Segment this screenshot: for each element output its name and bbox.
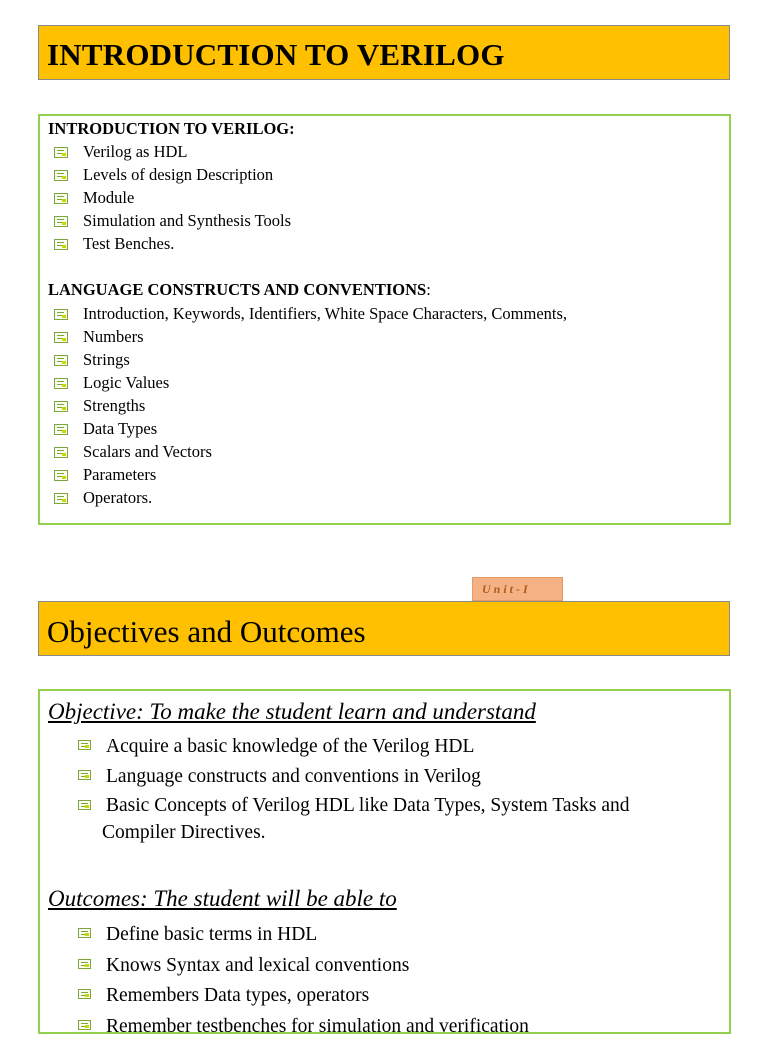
outcomes-heading: Outcomes: The student will be able to — [48, 886, 397, 912]
slide-bullet-icon — [54, 447, 68, 458]
list-item: Logic Values — [54, 371, 567, 394]
list-item: Remember testbenches for simulation and verification — [78, 1012, 529, 1042]
section1-list — [54, 140, 291, 255]
list-item: Basic Concepts of Verilog HDL like Data Types, System Tasks and Compiler Directives. — [78, 792, 706, 846]
list-item: Operators. — [54, 486, 567, 509]
list-item: Numbers — [54, 325, 567, 348]
slide-bullet-icon — [78, 800, 91, 810]
objective-list — [78, 732, 706, 846]
list-item: Test Benches. — [54, 232, 291, 255]
slide-bullet-icon — [78, 989, 91, 999]
list-item: Strings — [54, 348, 567, 371]
list-item: Parameters — [54, 463, 567, 486]
list-item: Data Types — [54, 417, 567, 440]
slide-bullet-icon — [78, 959, 91, 969]
slide-bullet-icon — [54, 239, 68, 250]
slide-bullet-icon — [54, 332, 68, 343]
slide2-title-bar — [38, 601, 730, 656]
slide-bullet-icon — [54, 147, 68, 158]
unit-tag: Unit-I — [472, 577, 563, 601]
slide-bullet-icon — [54, 424, 68, 435]
slide-bullet-icon — [54, 216, 68, 227]
section2-heading: LANGUAGE CONSTRUCTS AND CONVENTIONS: — [48, 280, 431, 300]
slide2-content-box — [38, 689, 731, 1034]
slide2-title: Objectives and Outcomes — [47, 614, 366, 650]
list-item: Define basic terms in HDL — [78, 920, 529, 951]
list-item: Module — [54, 186, 291, 209]
slide-bullet-icon — [78, 1020, 91, 1030]
list-item: Scalars and Vectors — [54, 440, 567, 463]
slide-bullet-icon — [54, 355, 68, 366]
list-item: Strengths — [54, 394, 567, 417]
list-item: Remembers Data types, operators — [78, 981, 529, 1012]
slide-bullet-icon — [78, 928, 91, 938]
slide1-title: INTRODUCTION TO VERILOG — [47, 37, 505, 73]
slide-bullet-icon — [54, 493, 68, 504]
slide-bullet-icon — [54, 470, 68, 481]
list-item: Acquire a basic knowledge of the Verilog HDL — [78, 732, 706, 762]
section1-heading: INTRODUCTION TO VERILOG: — [48, 119, 295, 139]
slide-bullet-icon — [54, 309, 68, 320]
section2-list — [54, 302, 567, 509]
slide1-title-bar — [38, 25, 730, 80]
list-item: Simulation and Synthesis Tools — [54, 209, 291, 232]
objective-heading: Objective: To make the student learn and understand — [48, 699, 536, 725]
list-item: Knows Syntax and lexical conventions — [78, 951, 529, 982]
slide1-content-box — [38, 114, 731, 525]
list-item: Language constructs and conventions in Verilog — [78, 762, 706, 792]
list-item: Levels of design Description — [54, 163, 291, 186]
slide-bullet-icon — [78, 740, 91, 750]
slide-bullet-icon — [54, 193, 68, 204]
list-item: Introduction, Keywords, Identifiers, White Space Characters, Comments, — [54, 302, 567, 325]
list-item: Verilog as HDL — [54, 140, 291, 163]
slide-bullet-icon — [54, 401, 68, 412]
slide-bullet-icon — [54, 378, 68, 389]
slide-bullet-icon — [54, 170, 68, 181]
slide-bullet-icon — [78, 770, 91, 780]
